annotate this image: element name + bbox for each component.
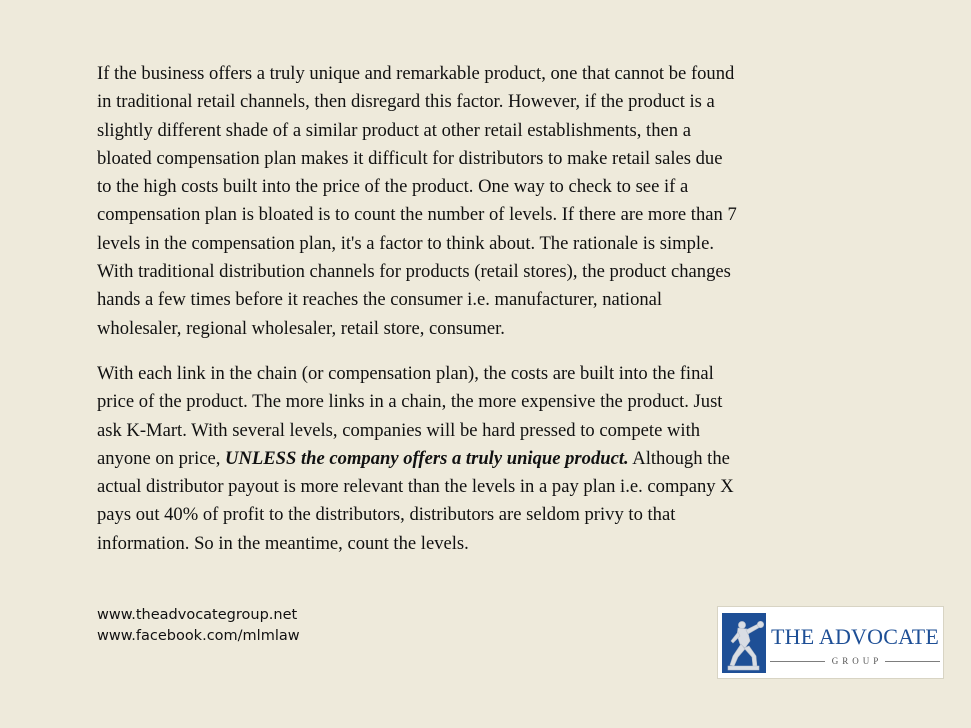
emphasized-statement: UNLESS the company offers a truly unique product.: [225, 447, 629, 469]
paragraph-2: [97, 360, 887, 558]
paragraph-2-before-emphasis: With each link in the chain (or compensation plan), the costs are built into the final price of the product. The more links in a chain, the more expensive the product. Just ask K-Mart. With several levels, companies will be hard pressed to compete with anyone on price,: [97, 362, 723, 469]
advocate-group-logo: [717, 606, 944, 679]
footer-links: [97, 605, 300, 647]
logo-divider-right: [885, 661, 940, 662]
logo-divider-left: [770, 661, 825, 662]
paragraph-2-after-emphasis: Although the actual distributor payout is more relevant than the levels in a pay plan i.e. company X pays out 40% of profit to the distributors, distributors are seldom privy to that information. So in the meantime, count the levels.: [97, 447, 734, 554]
logo-wordmark: THE ADVOCATE: [771, 624, 940, 649]
logo-group-text: GROUP: [831, 656, 883, 666]
paragraph-1: If the business offers a truly unique and remarkable product, one that cannot be found in traditional retail channels, then disregard this factor. However, if the product is a slightly different shade of a similar product at other retail establishments, then a bloated compensation plan makes it difficult for distributors to make retail sales due to the high costs built into the price of the product. One way to check to see if a compensation plan is bloated is to count the number of levels. If there are more than 7 levels in the compensation plan, it's a factor to think about. The rationale is simple. With traditional distribution channels for products (retail stores), the product changes hands a few times before it reaches the consumer i.e. manufacturer, national wholesaler, regional wholesaler, retail store, consumer.: [97, 63, 737, 339]
discus-thrower-statue-icon: [722, 613, 766, 673]
article-body: [97, 60, 887, 558]
website-link[interactable]: www.theadvocategroup.net: [97, 607, 298, 623]
facebook-link[interactable]: www.facebook.com/mlmlaw: [97, 628, 300, 644]
logo-subtitle: [770, 654, 940, 668]
